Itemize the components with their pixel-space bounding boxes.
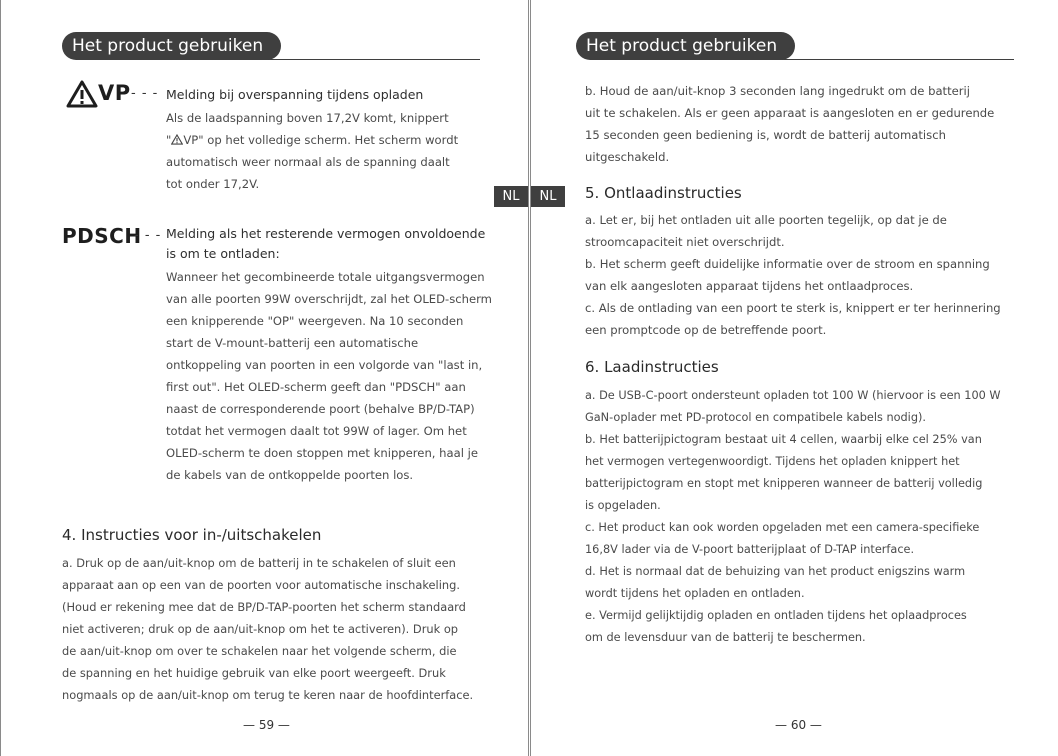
section-5-line: a. Let er, bij het ontladen uit alle poorten tegelijk, op dat je de bbox=[585, 213, 947, 227]
pdsch-line: totdat het vermogen daalt tot 99W of lager. Om het bbox=[166, 424, 467, 438]
pdsch-title-line: is om te ontladen: bbox=[166, 246, 280, 261]
section-6-line: wordt tijdens het opladen en ontladen. bbox=[585, 587, 805, 600]
pdsch-line: van alle poorten 99W overschrijdt, zal het OLED-scherm bbox=[166, 292, 492, 306]
language-tab: NL bbox=[531, 186, 565, 207]
pdsch-line: de kabels van de ontkoppelde poorten los. bbox=[166, 468, 414, 482]
pdsch-line: ontkoppeling van poorten in een volgorde van "last in, bbox=[166, 358, 483, 372]
section-6-line: GaN-oplader met PD-protocol en compatibele kabels nodig). bbox=[585, 411, 926, 424]
vp-code: VP bbox=[98, 81, 131, 105]
vp-line bbox=[166, 129, 486, 151]
section-5-line: een promptcode op de betreffende poort. bbox=[585, 323, 827, 337]
intro-line: b. Houd de aan/uit-knop 3 seconden lang ingedrukt om de batterij bbox=[585, 84, 970, 98]
pdsch-code: PDSCH bbox=[62, 224, 142, 248]
page-number: — 60 — bbox=[775, 718, 822, 732]
section-6-line: is opgeladen. bbox=[585, 499, 661, 512]
intro-line: uitgeschakeld. bbox=[585, 150, 670, 164]
pdsch-dash: - - - bbox=[134, 228, 162, 243]
left-header bbox=[62, 32, 480, 60]
pdsch-line: naast de corresponderende poort (behalve BP/D-TAP) bbox=[166, 402, 475, 416]
pdsch-line: een knipperende "OP" weergeven. Na 10 seconden bbox=[166, 314, 464, 328]
intro-line: 15 seconden geen bediening is, wordt de batterij automatisch bbox=[585, 128, 946, 142]
page-number: — 59 — bbox=[243, 718, 290, 732]
section-5-line: c. Als de ontlading van een poort te sterk is, knippert er ter herinnering bbox=[585, 301, 1001, 315]
vp-line-rest: " op het volledige scherm. Het scherm wordt bbox=[198, 133, 459, 147]
section-4-line: (Houd er rekening mee dat de BP/D-TAP-poorten het scherm standaard bbox=[62, 600, 466, 614]
intro-line: uit te schakelen. Als er geen apparaat is aangesloten en er gedurende bbox=[585, 106, 995, 120]
section-6-body bbox=[585, 385, 1047, 649]
section-4-line: nogmaals op de aan/uit-knop om terug te keren naar de hoofdinterface. bbox=[62, 688, 474, 702]
pdsch-title bbox=[166, 224, 485, 264]
vp-line: Als de laadspanning boven 17,2V komt, knippert bbox=[166, 111, 449, 125]
right-header bbox=[576, 32, 1014, 60]
section-4-body bbox=[62, 552, 518, 706]
pdsch-line: OLED-scherm te doen stoppen met knipperen, haal je bbox=[166, 446, 478, 460]
page-60 bbox=[530, 0, 1058, 756]
warning-triangle-icon bbox=[66, 80, 98, 108]
vp-quote: " bbox=[166, 133, 172, 147]
section-6-line: a. De USB-C-poort ondersteunt opladen tot 100 W (hiervoor is een 100 W bbox=[585, 389, 1001, 402]
section-4-line: de spanning en het huidige gebruik van elke poort weergeeft. Druk bbox=[62, 666, 446, 680]
pdsch-description bbox=[166, 266, 511, 486]
right-header-title: Het product gebruiken bbox=[576, 32, 795, 60]
section-5-line: b. Het scherm geeft duidelijke informatie over de stroom en spanning bbox=[585, 257, 990, 271]
section-6-line: e. Vermijd gelijktijdig opladen en ontladen tijdens het oplaadproces bbox=[585, 609, 967, 622]
section-5-body bbox=[585, 209, 1041, 341]
vp-description bbox=[166, 107, 486, 195]
section-4-line: niet activeren; druk op de aan/uit-knop om het te activeren). Druk op bbox=[62, 622, 459, 636]
section-6-line: batterijpictogram en stopt met knipperen wanneer de batterij volledig bbox=[585, 477, 983, 490]
pdsch-line: Wanneer het gecombineerde totale uitgangsvermogen bbox=[166, 270, 485, 284]
section-6-line: om de levensduur van de batterij te beschermen. bbox=[585, 631, 866, 644]
vp-dash: - - - bbox=[131, 86, 159, 101]
intro-body bbox=[585, 80, 1035, 168]
section-6-line: het vermogen vertegenwoordigt. Tijdens het opladen knippert het bbox=[585, 455, 960, 468]
section-4-title: 4. Instructies voor in-/uitschakelen bbox=[62, 526, 322, 544]
vp-inline-code: VP bbox=[183, 133, 199, 147]
section-6-title: 6. Laadinstructies bbox=[585, 358, 719, 376]
section-4-line: de aan/uit-knop om over te schakelen naar het volgende scherm, die bbox=[62, 644, 457, 658]
vp-line: tot onder 17,2V. bbox=[166, 177, 260, 191]
section-6-line: b. Het batterijpictogram bestaat uit 4 cellen, waarbij elke cel 25% van bbox=[585, 433, 982, 446]
section-5-line: van elk aangesloten apparaat tijdens het ontlaadproces. bbox=[585, 279, 914, 293]
left-header-title: Het product gebruiken bbox=[62, 32, 281, 60]
section-6-line: c. Het product kan ook worden opgeladen met een camera-specifieke bbox=[585, 521, 980, 534]
warning-triangle-icon bbox=[171, 134, 183, 145]
vp-line: automatisch weer normaal als de spanning daalt bbox=[166, 155, 450, 169]
language-tab: NL bbox=[494, 186, 528, 207]
pdsch-title-line: Melding als het resterende vermogen onvoldoende bbox=[166, 226, 486, 241]
pdsch-line: first out". Het OLED-scherm geeft dan "PDSCH" aan bbox=[166, 380, 466, 394]
section-5-title: 5. Ontlaadinstructies bbox=[585, 184, 742, 202]
page-edge bbox=[0, 0, 1, 756]
section-4-line: a. Druk op de aan/uit-knop om de batterij in te schakelen of sluit een bbox=[62, 556, 456, 570]
vp-title: Melding bij overspanning tijdens opladen bbox=[166, 87, 424, 102]
section-5-line: stroomcapaciteit niet overschrijdt. bbox=[585, 235, 785, 249]
pdsch-line: start de V-mount-batterij een automatische bbox=[166, 336, 419, 350]
section-6-line: 16,8V lader via de V-poort batterijplaat of D-TAP interface. bbox=[585, 543, 915, 556]
section-4-line: apparaat aan op een van de poorten voor automatische inschakeling. bbox=[62, 578, 460, 592]
section-6-line: d. Het is normaal dat de behuizing van het product enigszins warm bbox=[585, 565, 966, 578]
